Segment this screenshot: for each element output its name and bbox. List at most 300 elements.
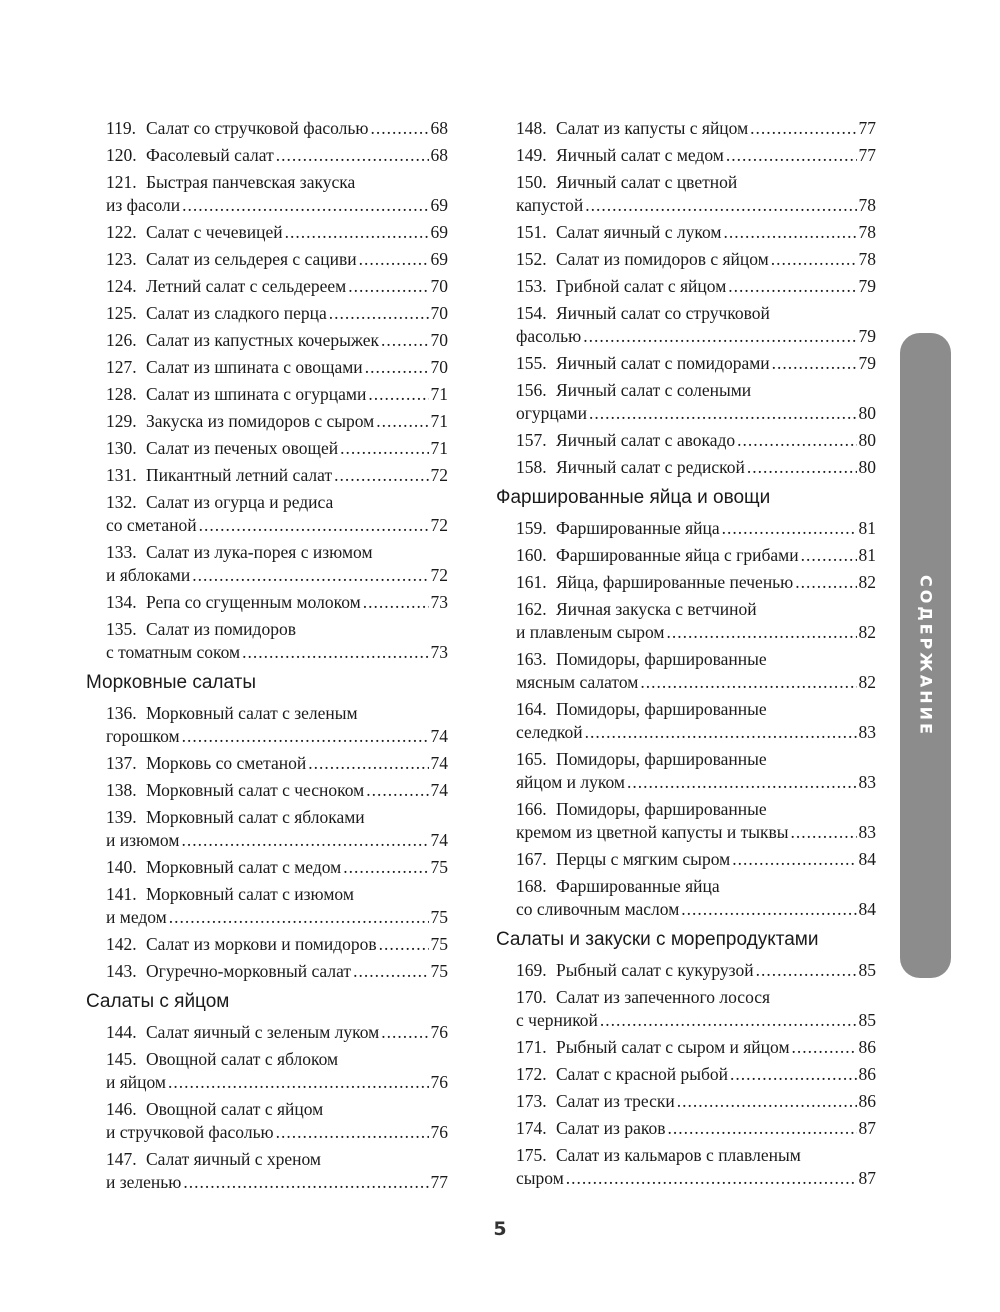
toc-entry-continuation — [496, 194, 876, 217]
toc-entry-first-line — [496, 959, 876, 982]
dot-leader — [370, 117, 428, 140]
entry-number: 164. — [516, 699, 547, 719]
entry-number: 146. — [106, 1099, 137, 1119]
dot-leader — [329, 302, 429, 325]
entry-number: 173. — [516, 1091, 547, 1111]
entry-title: фасолью — [516, 326, 582, 346]
entry-page-number: 83 — [858, 822, 876, 842]
entry-page-number: 81 — [858, 518, 876, 538]
entry-number: 121. — [106, 172, 137, 192]
entry-title: Салат из печеных овощей — [146, 438, 339, 458]
entry-number: 166. — [516, 799, 547, 819]
toc-entry — [496, 698, 876, 744]
entry-number: 148. — [516, 118, 547, 138]
entry-page-number: 72 — [430, 465, 448, 485]
toc-entry-first-line — [86, 356, 448, 379]
entry-title: Помидоры, фаршированные — [556, 749, 767, 769]
toc-entry — [496, 1090, 876, 1113]
dot-leader — [792, 1036, 857, 1059]
entry-number: 157. — [516, 430, 547, 450]
toc-entry — [496, 352, 876, 375]
dot-leader — [169, 906, 429, 929]
entry-title: Салат из сельдерея с сациви — [146, 249, 357, 269]
toc-entry — [496, 248, 876, 271]
entry-number: 134. — [106, 592, 137, 612]
toc-entry — [496, 571, 876, 594]
toc-entry — [86, 1098, 448, 1144]
toc-entry-continuation — [496, 771, 876, 794]
dot-leader — [756, 959, 857, 982]
toc-entry — [86, 779, 448, 802]
entry-number: 156. — [516, 380, 547, 400]
entry-title: со сметаной — [106, 515, 197, 535]
entry-title: с черникой — [516, 1010, 598, 1030]
toc-entry-continuation — [86, 829, 448, 852]
entry-page-number: 76 — [430, 1072, 448, 1092]
toc-entry-first-line — [86, 383, 448, 406]
entry-number: 175. — [516, 1145, 547, 1165]
toc-entry-first-line — [496, 698, 876, 721]
dot-leader — [640, 671, 856, 694]
toc-entry — [496, 598, 876, 644]
dot-leader — [585, 194, 856, 217]
entry-title: Помидоры, фаршированные — [556, 649, 767, 669]
toc-entry-first-line — [496, 352, 876, 375]
toc-entry — [86, 883, 448, 929]
entry-title: Салат со стручковой фасолью — [146, 118, 369, 138]
entry-page-number: 75 — [430, 907, 448, 927]
dot-leader — [681, 898, 856, 921]
toc-entry — [496, 875, 876, 921]
toc-entry — [496, 798, 876, 844]
toc-entry — [496, 117, 876, 140]
toc-entry — [496, 429, 876, 452]
entry-title: Салат из помидоров — [146, 619, 296, 639]
entry-title: Яичный салат со стручковой — [556, 303, 770, 323]
toc-entry-first-line — [86, 752, 448, 775]
dot-leader — [750, 117, 856, 140]
entry-page-number: 84 — [858, 849, 876, 869]
toc-entry-first-line — [496, 1117, 876, 1140]
section-heading: Морковные салаты — [86, 672, 257, 693]
dot-leader — [728, 275, 856, 298]
entry-number: 128. — [106, 384, 137, 404]
toc-entry — [496, 544, 876, 567]
toc-entry-first-line — [496, 456, 876, 479]
entry-number: 126. — [106, 330, 137, 350]
entry-title: Морковный салат с изюмом — [146, 884, 354, 904]
entry-page-number: 71 — [430, 438, 448, 458]
toc-entry-continuation — [86, 906, 448, 929]
entry-title: Яичный салат с цветной — [556, 172, 738, 192]
entry-number: 149. — [516, 145, 547, 165]
dot-leader — [365, 356, 429, 379]
entry-page-number: 77 — [858, 145, 876, 165]
section-heading: Салаты с яйцом — [86, 991, 230, 1012]
toc-entry-first-line — [86, 541, 448, 564]
entry-number: 133. — [106, 542, 137, 562]
entry-title: Морковный салат с зеленым — [146, 703, 358, 723]
entry-title: горошком — [106, 726, 180, 746]
entry-title: Салат из капустных кочерыжек — [146, 330, 379, 350]
toc-entry — [86, 1148, 448, 1194]
toc-entry-first-line — [86, 618, 448, 641]
toc-entry-continuation — [496, 671, 876, 694]
toc-entry-first-line — [496, 986, 876, 1009]
entry-page-number: 70 — [430, 330, 448, 350]
toc-entry-first-line — [496, 648, 876, 671]
toc-entry-continuation — [496, 898, 876, 921]
entry-number: 169. — [516, 960, 547, 980]
dot-leader — [343, 856, 428, 879]
dot-leader — [192, 564, 428, 587]
toc-entry-continuation — [496, 325, 876, 348]
entry-page-number: 74 — [430, 726, 448, 746]
entry-number: 140. — [106, 857, 137, 877]
entry-page-number: 79 — [858, 353, 876, 373]
entry-number: 143. — [106, 961, 137, 981]
toc-entry-first-line — [86, 933, 448, 956]
dot-leader — [732, 848, 856, 871]
toc-entry-first-line — [86, 410, 448, 433]
toc-entry-first-line — [86, 806, 448, 829]
entry-number: 141. — [106, 884, 137, 904]
toc-entry-first-line — [496, 221, 876, 244]
entry-title: Рыбный салат с кукурузой — [556, 960, 754, 980]
entry-page-number: 85 — [858, 960, 876, 980]
dot-leader — [666, 621, 856, 644]
entry-page-number: 86 — [858, 1064, 876, 1084]
entry-page-number: 74 — [430, 830, 448, 850]
entry-title: Яичная закуска с ветчиной — [556, 599, 757, 619]
entry-title: Салат яичный с хреном — [146, 1149, 322, 1169]
dot-leader — [771, 248, 857, 271]
entry-title: Салат из шпината с овощами — [146, 357, 363, 377]
entry-number: 139. — [106, 807, 137, 827]
entry-number: 120. — [106, 145, 137, 165]
toc-entry-first-line — [496, 275, 876, 298]
entry-title: Салат из шпината с огурцами — [146, 384, 367, 404]
dot-leader — [308, 752, 428, 775]
toc-entry-first-line — [86, 1148, 448, 1171]
entry-number: 137. — [106, 753, 137, 773]
dot-leader — [334, 464, 428, 487]
entry-page-number: 78 — [858, 249, 876, 269]
toc-entry — [496, 171, 876, 217]
entry-title: Помидоры, фаршированные — [556, 799, 767, 819]
dot-leader — [585, 721, 857, 744]
dot-leader — [737, 429, 856, 452]
toc-entry-first-line — [496, 248, 876, 271]
entry-number: 125. — [106, 303, 137, 323]
entry-number: 119. — [106, 118, 136, 138]
entry-title: Салат из запеченного лосося — [556, 987, 771, 1007]
toc-entry — [86, 329, 448, 352]
dot-leader — [566, 1167, 857, 1190]
dot-leader — [726, 144, 857, 167]
entry-page-number: 79 — [858, 326, 876, 346]
entry-page-number: 85 — [858, 1010, 876, 1030]
toc-entry-first-line — [86, 464, 448, 487]
entry-title: и изюмом — [106, 830, 180, 850]
entry-title: Перцы с мягким сыром — [556, 849, 731, 869]
toc-entry — [86, 702, 448, 748]
toc-entry — [496, 517, 876, 540]
entry-title: Морковный салат с яблоками — [146, 807, 365, 827]
entry-page-number: 87 — [858, 1118, 876, 1138]
entry-title: Салат яичный с луком — [556, 222, 722, 242]
entry-number: 135. — [106, 619, 137, 639]
entry-page-number: 74 — [430, 780, 448, 800]
entry-title: Яйца, фаршированные печенью — [556, 572, 794, 592]
entry-number: 138. — [106, 780, 137, 800]
entry-number: 154. — [516, 303, 547, 323]
toc-entry-continuation — [86, 1071, 448, 1094]
toc-entry-first-line — [86, 221, 448, 244]
toc-entry — [86, 171, 448, 217]
toc-entry — [86, 437, 448, 460]
entry-number: 124. — [106, 276, 137, 296]
section-heading: Фаршированные яйца и овощи — [496, 487, 771, 508]
entry-number: 170. — [516, 987, 547, 1007]
toc-entry-first-line — [86, 856, 448, 879]
entry-title: Салат из лука-порея с изюмом — [146, 542, 373, 562]
entry-title: Морковь со сметаной — [146, 753, 307, 773]
entry-page-number: 69 — [430, 195, 448, 215]
entry-number: 142. — [106, 934, 137, 954]
entry-page-number: 86 — [858, 1037, 876, 1057]
toc-entry-first-line — [496, 117, 876, 140]
toc-entry-first-line — [86, 329, 448, 352]
dot-leader — [772, 352, 857, 375]
toc-entry — [496, 959, 876, 982]
entry-page-number: 82 — [858, 572, 876, 592]
dot-leader — [730, 1063, 857, 1086]
dot-leader — [600, 1009, 857, 1032]
toc-entry-first-line — [496, 598, 876, 621]
entry-number: 130. — [106, 438, 137, 458]
page-number: 5 — [493, 1218, 507, 1240]
entry-title: кремом из цветной капусты и тыквы — [516, 822, 789, 842]
entry-number: 165. — [516, 749, 547, 769]
dot-leader — [583, 325, 856, 348]
entry-number: 155. — [516, 353, 547, 373]
entry-title: Яичный салат с солеными — [556, 380, 752, 400]
toc-entry-continuation — [496, 402, 876, 425]
toc-entry-first-line — [496, 875, 876, 898]
entry-page-number: 76 — [430, 1122, 448, 1142]
toc-entry-first-line — [86, 248, 448, 271]
toc-entry-first-line — [86, 144, 448, 167]
entry-page-number: 82 — [858, 672, 876, 692]
toc-entry-continuation — [86, 514, 448, 537]
entry-page-number: 81 — [858, 545, 876, 565]
toc-entry — [86, 275, 448, 298]
dot-leader — [801, 544, 857, 567]
dot-leader — [276, 144, 429, 167]
toc-entry — [86, 248, 448, 271]
entry-title: и зеленью — [106, 1172, 182, 1192]
toc-entry-first-line — [86, 1021, 448, 1044]
toc-entry — [86, 618, 448, 664]
entry-number: 163. — [516, 649, 547, 669]
entry-number: 131. — [106, 465, 137, 485]
toc-entry-continuation — [86, 564, 448, 587]
entry-page-number: 73 — [430, 642, 448, 662]
entry-title: огурцами — [516, 403, 587, 423]
toc-entry-continuation — [496, 1009, 876, 1032]
entry-number: 167. — [516, 849, 547, 869]
entry-title: Овощной салат с яйцом — [146, 1099, 324, 1119]
entry-number: 129. — [106, 411, 137, 431]
entry-title: и стручковой фасолью — [106, 1122, 274, 1142]
entry-page-number: 72 — [430, 565, 448, 585]
toc-entry-first-line — [496, 1090, 876, 1113]
toc-entry — [86, 1021, 448, 1044]
toc-entry-first-line — [496, 1036, 876, 1059]
entry-page-number: 78 — [858, 222, 876, 242]
dot-leader — [381, 1021, 428, 1044]
toc-entry — [496, 1036, 876, 1059]
entry-page-number: 80 — [858, 430, 876, 450]
entry-title: со сливочным маслом — [516, 899, 680, 919]
toc-entry — [496, 1063, 876, 1086]
toc-entry — [86, 933, 448, 956]
toc-entry — [86, 383, 448, 406]
dot-leader — [677, 1090, 857, 1113]
toc-entry — [86, 1048, 448, 1094]
dot-leader — [359, 248, 429, 271]
entry-page-number: 77 — [858, 118, 876, 138]
toc-entry-first-line — [86, 702, 448, 725]
entry-title: из фасоли — [106, 195, 181, 215]
entry-title: Морковный салат с медом — [146, 857, 342, 877]
entry-page-number: 80 — [858, 403, 876, 423]
entry-page-number: 71 — [430, 384, 448, 404]
entry-page-number: 86 — [858, 1091, 876, 1111]
dot-leader — [348, 275, 428, 298]
toc-entry-first-line — [496, 544, 876, 567]
toc-entry-continuation — [496, 621, 876, 644]
entry-page-number: 87 — [858, 1168, 876, 1188]
toc-entry-first-line — [86, 491, 448, 514]
entry-number: 150. — [516, 172, 547, 192]
toc-entry-first-line — [86, 302, 448, 325]
toc-entry — [496, 144, 876, 167]
entry-number: 151. — [516, 222, 547, 242]
entry-title: яйцом и луком — [516, 772, 625, 792]
entry-page-number: 68 — [430, 145, 448, 165]
entry-page-number: 70 — [430, 276, 448, 296]
toc-entry-first-line — [86, 1048, 448, 1071]
entry-title: Салат из кальмаров с плавленым — [556, 1145, 801, 1165]
toc-entry-first-line — [496, 848, 876, 871]
dot-leader — [791, 821, 857, 844]
toc-entry-first-line — [86, 171, 448, 194]
entry-title: и яблоками — [106, 565, 191, 585]
dot-leader — [627, 771, 857, 794]
entry-title: и яйцом — [106, 1072, 167, 1092]
entry-title: селедкой — [516, 722, 583, 742]
entry-number: 159. — [516, 518, 547, 538]
entry-page-number: 78 — [858, 195, 876, 215]
toc-entry — [86, 144, 448, 167]
entry-title: Салат из раков — [556, 1118, 666, 1138]
dot-leader — [285, 221, 429, 244]
toc-entry — [86, 464, 448, 487]
toc-entry-first-line — [86, 960, 448, 983]
toc-entry — [86, 117, 448, 140]
dot-leader — [747, 456, 857, 479]
entry-number: 127. — [106, 357, 137, 377]
entry-title: Огуречно-морковный салат — [146, 961, 352, 981]
dot-leader — [381, 329, 429, 352]
entry-number: 162. — [516, 599, 547, 619]
toc-entry-first-line — [86, 883, 448, 906]
entry-page-number: 83 — [858, 722, 876, 742]
entry-number: 152. — [516, 249, 547, 269]
toc-entry-continuation — [86, 1121, 448, 1144]
entry-title: Пикантный летний салат — [146, 465, 333, 485]
toc-entry-continuation — [86, 1171, 448, 1194]
toc-entry — [86, 410, 448, 433]
entry-page-number: 79 — [858, 276, 876, 296]
dot-leader — [353, 960, 428, 983]
toc-entry-first-line — [496, 379, 876, 402]
toc-entry-first-line — [86, 437, 448, 460]
entry-title: Яичный салат с помидорами — [556, 353, 770, 373]
entry-number: 158. — [516, 457, 547, 477]
entry-title: Салат из помидоров с яйцом — [556, 249, 769, 269]
dot-leader — [379, 933, 429, 956]
entry-title: Салат из капусты с яйцом — [556, 118, 749, 138]
entry-title: Фасолевый салат — [146, 145, 274, 165]
toc-entry-continuation — [496, 721, 876, 744]
entry-page-number: 80 — [858, 457, 876, 477]
toc-entry-first-line — [496, 144, 876, 167]
dot-leader — [182, 194, 428, 217]
entry-page-number: 75 — [430, 857, 448, 877]
dot-leader — [276, 1121, 429, 1144]
entry-page-number: 68 — [430, 118, 448, 138]
entry-title: Фаршированные яйца с грибами — [556, 545, 799, 565]
toc-entry — [86, 302, 448, 325]
entry-title: Закуска из помидоров с сыром — [146, 411, 375, 431]
toc-entry — [496, 648, 876, 694]
toc-entry-continuation — [86, 194, 448, 217]
entry-title: Яичный салат с медом — [556, 145, 724, 165]
dot-leader — [723, 221, 856, 244]
toc-entry — [86, 221, 448, 244]
entry-page-number: 72 — [430, 515, 448, 535]
entry-title: Овощной салат с яблоком — [146, 1049, 339, 1069]
entry-page-number: 83 — [858, 772, 876, 792]
dot-leader — [363, 591, 429, 614]
toc-entry-first-line — [496, 798, 876, 821]
entry-title: Салат из огурца и редиса — [146, 492, 334, 512]
toc-entry-first-line — [496, 1144, 876, 1167]
entry-page-number: 84 — [858, 899, 876, 919]
entry-title: Помидоры, фаршированные — [556, 699, 767, 719]
entry-title: Салат из сладкого перца — [146, 303, 327, 323]
entry-number: 160. — [516, 545, 547, 565]
toc-entry-continuation — [496, 1167, 876, 1190]
toc-entry-first-line — [496, 302, 876, 325]
entry-title: Фаршированные яйца — [556, 518, 720, 538]
entry-title: Салат с чечевицей — [146, 222, 283, 242]
toc-entry — [86, 491, 448, 537]
entry-number: 161. — [516, 572, 547, 592]
